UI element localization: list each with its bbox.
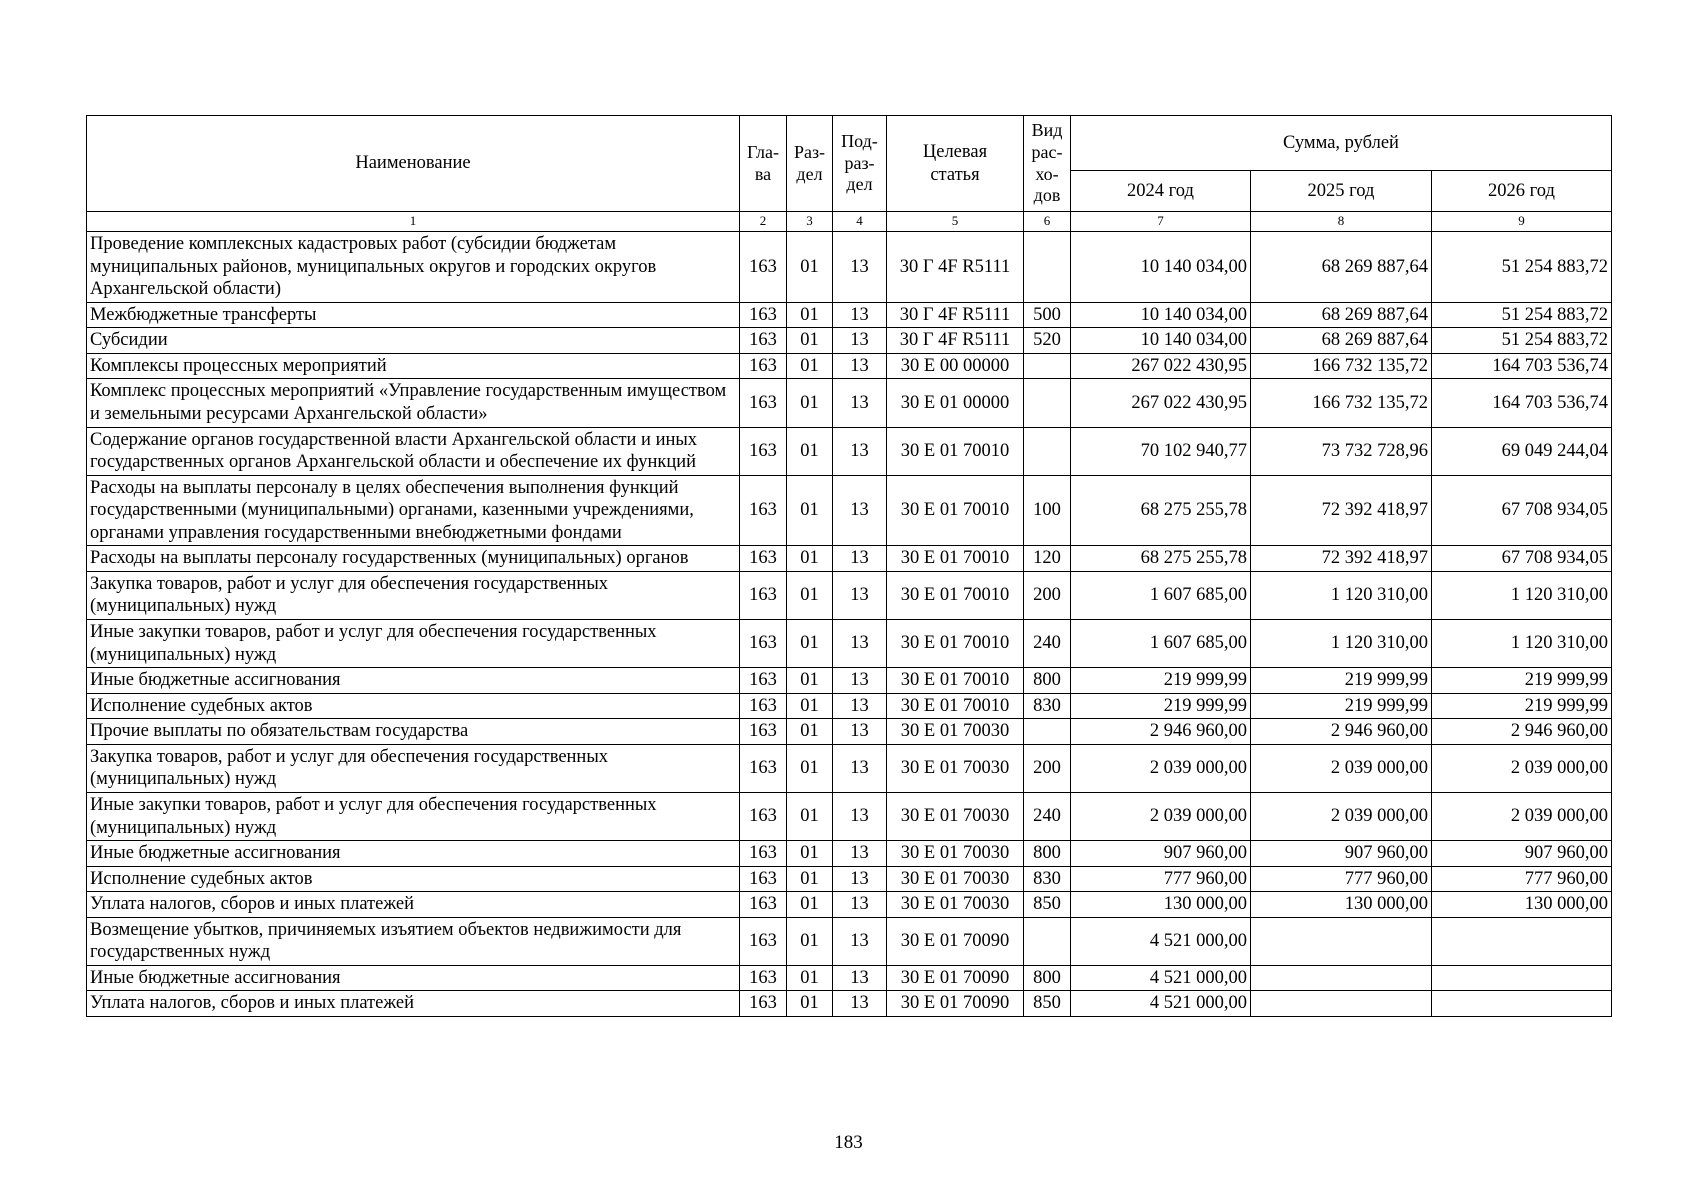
row-sum-2026: 219 999,99 [1432, 668, 1612, 694]
row-sum-2024: 219 999,99 [1071, 693, 1251, 719]
row-razdel: 01 [787, 427, 833, 475]
row-glava: 163 [740, 546, 787, 572]
row-sum-2024: 1 607 685,00 [1071, 571, 1251, 619]
row-glava: 163 [740, 719, 787, 745]
row-vid: 800 [1024, 668, 1071, 694]
row-podrazdel: 13 [833, 991, 887, 1017]
row-glava: 163 [740, 427, 787, 475]
row-razdel: 01 [787, 965, 833, 991]
row-target: 30 Г 4F R5111 [887, 302, 1024, 328]
row-vid: 120 [1024, 546, 1071, 572]
row-sum-2025: 72 392 418,97 [1251, 546, 1432, 572]
row-podrazdel: 13 [833, 302, 887, 328]
row-razdel: 01 [787, 693, 833, 719]
header-podrazdel: Под- раз- дел [833, 116, 887, 212]
row-name: Закупка товаров, работ и услуг для обеспечения государственных (муниципальных) нужд [87, 571, 740, 619]
header-year-2024: 2024 год [1071, 171, 1251, 212]
row-glava: 163 [740, 991, 787, 1017]
row-target: 30 Е 01 70030 [887, 892, 1024, 918]
row-sum-2026: 51 254 883,72 [1432, 232, 1612, 303]
row-podrazdel: 13 [833, 475, 887, 546]
row-razdel: 01 [787, 841, 833, 867]
row-vid: 850 [1024, 991, 1071, 1017]
row-sum-2026: 67 708 934,05 [1432, 546, 1612, 572]
row-target: 30 Е 01 70010 [887, 427, 1024, 475]
row-sum-2026: 1 120 310,00 [1432, 571, 1612, 619]
row-razdel: 01 [787, 917, 833, 965]
row-name: Закупка товаров, работ и услуг для обеспечения государственных (муниципальных) нужд [87, 744, 740, 792]
row-sum-2024: 4 521 000,00 [1071, 991, 1251, 1017]
row-glava: 163 [740, 353, 787, 379]
row-razdel: 01 [787, 620, 833, 668]
row-sum-2025: 68 269 887,64 [1251, 328, 1432, 354]
row-sum-2024: 907 960,00 [1071, 841, 1251, 867]
row-podrazdel: 13 [833, 693, 887, 719]
row-sum-2025: 2 039 000,00 [1251, 792, 1432, 840]
row-glava: 163 [740, 328, 787, 354]
row-sum-2025 [1251, 917, 1432, 965]
table-row [87, 744, 1612, 792]
row-sum-2025: 219 999,99 [1251, 693, 1432, 719]
row-target: 30 Е 01 70090 [887, 991, 1024, 1017]
row-sum-2024: 267 022 430,95 [1071, 353, 1251, 379]
row-sum-2025 [1251, 991, 1432, 1017]
row-target: 30 Е 01 70030 [887, 841, 1024, 867]
row-sum-2026: 164 703 536,74 [1432, 379, 1612, 427]
row-glava: 163 [740, 302, 787, 328]
row-sum-2026: 164 703 536,74 [1432, 353, 1612, 379]
row-vid [1024, 353, 1071, 379]
row-sum-2024: 10 140 034,00 [1071, 302, 1251, 328]
row-sum-2024: 4 521 000,00 [1071, 917, 1251, 965]
table-row [87, 965, 1612, 991]
row-razdel: 01 [787, 991, 833, 1017]
header-glava: Гла- ва [740, 116, 787, 212]
row-sum-2024: 2 039 000,00 [1071, 792, 1251, 840]
column-number: 2 [740, 212, 787, 232]
row-target: 30 Е 01 70010 [887, 571, 1024, 619]
row-sum-2024: 2 946 960,00 [1071, 719, 1251, 745]
row-vid: 200 [1024, 571, 1071, 619]
column-number: 6 [1024, 212, 1071, 232]
row-target: 30 Е 01 70010 [887, 620, 1024, 668]
row-sum-2025: 907 960,00 [1251, 841, 1432, 867]
row-sum-2024: 130 000,00 [1071, 892, 1251, 918]
table-row [87, 571, 1612, 619]
row-sum-2026: 2 039 000,00 [1432, 744, 1612, 792]
row-glava: 163 [740, 841, 787, 867]
row-sum-2024: 219 999,99 [1071, 668, 1251, 694]
row-target: 30 Е 00 00000 [887, 353, 1024, 379]
row-glava: 163 [740, 866, 787, 892]
row-sum-2026: 1 120 310,00 [1432, 620, 1612, 668]
column-number: 1 [87, 212, 740, 232]
row-target: 30 Е 01 70090 [887, 917, 1024, 965]
row-vid: 500 [1024, 302, 1071, 328]
header-vid: Вид рас- хо- дов [1024, 116, 1071, 212]
table-row [87, 866, 1612, 892]
row-vid: 520 [1024, 328, 1071, 354]
row-target: 30 Е 01 70010 [887, 668, 1024, 694]
header-year-2026: 2026 год [1432, 171, 1612, 212]
row-name: Уплата налогов, сборов и иных платежей [87, 991, 740, 1017]
row-razdel: 01 [787, 744, 833, 792]
header-name: Наименование [87, 116, 740, 212]
table-row [87, 668, 1612, 694]
row-name: Комплекс процессных мероприятий «Управление государственным имуществом и земельными ресурсами Архангельской области» [87, 379, 740, 427]
row-podrazdel: 13 [833, 792, 887, 840]
row-target: 30 Е 01 70010 [887, 546, 1024, 572]
row-vid: 240 [1024, 792, 1071, 840]
column-number: 4 [833, 212, 887, 232]
row-sum-2025: 777 960,00 [1251, 866, 1432, 892]
row-target: 30 Г 4F R5111 [887, 232, 1024, 303]
table-row [87, 475, 1612, 546]
row-sum-2025: 1 120 310,00 [1251, 571, 1432, 619]
row-sum-2024: 2 039 000,00 [1071, 744, 1251, 792]
row-name: Проведение комплексных кадастровых работ (субсидии бюджетам муниципальных районов, муниципальных округов и городских округов Архангельской области) [87, 232, 740, 303]
row-razdel: 01 [787, 379, 833, 427]
row-sum-2026: 51 254 883,72 [1432, 328, 1612, 354]
row-name: Уплата налогов, сборов и иных платежей [87, 892, 740, 918]
row-sum-2024: 10 140 034,00 [1071, 328, 1251, 354]
row-sum-2026: 219 999,99 [1432, 693, 1612, 719]
row-sum-2025: 1 120 310,00 [1251, 620, 1432, 668]
table-row [87, 328, 1612, 354]
row-name: Межбюджетные трансферты [87, 302, 740, 328]
row-glava: 163 [740, 693, 787, 719]
row-sum-2025: 2 039 000,00 [1251, 744, 1432, 792]
column-number: 5 [887, 212, 1024, 232]
row-podrazdel: 13 [833, 571, 887, 619]
column-number: 3 [787, 212, 833, 232]
row-vid: 240 [1024, 620, 1071, 668]
row-vid: 830 [1024, 693, 1071, 719]
row-sum-2026 [1432, 965, 1612, 991]
row-vid: 850 [1024, 892, 1071, 918]
row-name: Иные бюджетные ассигнования [87, 668, 740, 694]
row-vid [1024, 379, 1071, 427]
row-razdel: 01 [787, 475, 833, 546]
row-target: 30 Е 01 70030 [887, 792, 1024, 840]
header-razdel: Раз- дел [787, 116, 833, 212]
row-name: Иные бюджетные ассигнования [87, 965, 740, 991]
row-sum-2025 [1251, 965, 1432, 991]
row-glava: 163 [740, 744, 787, 792]
table-row [87, 302, 1612, 328]
row-sum-2024: 10 140 034,00 [1071, 232, 1251, 303]
table-row [87, 719, 1612, 745]
table-row [87, 917, 1612, 965]
row-podrazdel: 13 [833, 379, 887, 427]
row-podrazdel: 13 [833, 917, 887, 965]
row-sum-2025: 73 732 728,96 [1251, 427, 1432, 475]
row-razdel: 01 [787, 232, 833, 303]
row-podrazdel: 13 [833, 546, 887, 572]
row-sum-2025: 166 732 135,72 [1251, 379, 1432, 427]
header-year-2025: 2025 год [1251, 171, 1432, 212]
row-sum-2026: 67 708 934,05 [1432, 475, 1612, 546]
row-glava: 163 [740, 965, 787, 991]
row-sum-2025: 130 000,00 [1251, 892, 1432, 918]
row-glava: 163 [740, 232, 787, 303]
page-number: 183 [834, 1132, 863, 1153]
row-target: 30 Е 01 70010 [887, 693, 1024, 719]
row-sum-2025: 68 269 887,64 [1251, 302, 1432, 328]
row-target: 30 Е 01 70090 [887, 965, 1024, 991]
row-name: Расходы на выплаты персоналу в целях обеспечения выполнения функций государственными (муниципальными) органами, казенными учреждениями, органами управления государственными внебюджетными фондами [87, 475, 740, 546]
row-razdel: 01 [787, 328, 833, 354]
row-name: Расходы на выплаты персоналу государственных (муниципальных) органов [87, 546, 740, 572]
row-sum-2025: 68 269 887,64 [1251, 232, 1432, 303]
row-sum-2026 [1432, 917, 1612, 965]
row-razdel: 01 [787, 866, 833, 892]
row-glava: 163 [740, 892, 787, 918]
row-podrazdel: 13 [833, 841, 887, 867]
row-sum-2026 [1432, 991, 1612, 1017]
row-podrazdel: 13 [833, 620, 887, 668]
row-glava: 163 [740, 792, 787, 840]
table-row [87, 841, 1612, 867]
row-vid [1024, 427, 1071, 475]
row-sum-2024: 1 607 685,00 [1071, 620, 1251, 668]
row-name: Прочие выплаты по обязательствам государства [87, 719, 740, 745]
row-podrazdel: 13 [833, 892, 887, 918]
row-razdel: 01 [787, 792, 833, 840]
row-name: Иные закупки товаров, работ и услуг для обеспечения государственных (муниципальных) нужд [87, 792, 740, 840]
row-razdel: 01 [787, 302, 833, 328]
row-sum-2024: 4 521 000,00 [1071, 965, 1251, 991]
table-row [87, 379, 1612, 427]
row-sum-2026: 51 254 883,72 [1432, 302, 1612, 328]
table-row [87, 353, 1612, 379]
table-row [87, 792, 1612, 840]
row-glava: 163 [740, 917, 787, 965]
row-vid: 800 [1024, 965, 1071, 991]
row-sum-2026: 907 960,00 [1432, 841, 1612, 867]
row-name: Субсидии [87, 328, 740, 354]
row-sum-2026: 69 049 244,04 [1432, 427, 1612, 475]
table-row [87, 546, 1612, 572]
row-podrazdel: 13 [833, 719, 887, 745]
row-glava: 163 [740, 668, 787, 694]
row-sum-2026: 130 000,00 [1432, 892, 1612, 918]
row-name: Иные закупки товаров, работ и услуг для обеспечения государственных (муниципальных) нужд [87, 620, 740, 668]
budget-table [86, 115, 1612, 1017]
row-sum-2024: 777 960,00 [1071, 866, 1251, 892]
row-name: Комплексы процессных мероприятий [87, 353, 740, 379]
row-vid [1024, 917, 1071, 965]
row-podrazdel: 13 [833, 866, 887, 892]
row-podrazdel: 13 [833, 965, 887, 991]
row-glava: 163 [740, 379, 787, 427]
table-row [87, 693, 1612, 719]
table-row [87, 232, 1612, 303]
table-row [87, 427, 1612, 475]
row-name: Возмещение убытков, причиняемых изъятием объектов недвижимости для государственных нужд [87, 917, 740, 965]
row-vid: 200 [1024, 744, 1071, 792]
row-sum-2025: 72 392 418,97 [1251, 475, 1432, 546]
row-vid [1024, 232, 1071, 303]
column-number: 7 [1071, 212, 1251, 232]
row-sum-2026: 777 960,00 [1432, 866, 1612, 892]
row-target: 30 Е 01 70030 [887, 719, 1024, 745]
row-glava: 163 [740, 475, 787, 546]
row-target: 30 Е 01 70010 [887, 475, 1024, 546]
row-sum-2024: 70 102 940,77 [1071, 427, 1251, 475]
row-name: Исполнение судебных актов [87, 866, 740, 892]
row-sum-2025: 219 999,99 [1251, 668, 1432, 694]
row-name: Иные бюджетные ассигнования [87, 841, 740, 867]
row-podrazdel: 13 [833, 427, 887, 475]
row-razdel: 01 [787, 546, 833, 572]
row-target: 30 Е 01 70030 [887, 744, 1024, 792]
row-sum-2025: 2 946 960,00 [1251, 719, 1432, 745]
row-name: Содержание органов государственной власти Архангельской области и иных государственных органов Архангельской области и обеспечение их функций [87, 427, 740, 475]
table-row [87, 620, 1612, 668]
column-number: 8 [1251, 212, 1432, 232]
row-sum-2024: 68 275 255,78 [1071, 475, 1251, 546]
row-vid: 830 [1024, 866, 1071, 892]
row-target: 30 Г 4F R5111 [887, 328, 1024, 354]
header-sum: Сумма, рублей [1071, 116, 1612, 171]
row-razdel: 01 [787, 892, 833, 918]
row-razdel: 01 [787, 571, 833, 619]
row-sum-2026: 2 039 000,00 [1432, 792, 1612, 840]
row-razdel: 01 [787, 353, 833, 379]
column-number: 9 [1432, 212, 1612, 232]
row-target: 30 Е 01 70030 [887, 866, 1024, 892]
row-podrazdel: 13 [833, 353, 887, 379]
row-podrazdel: 13 [833, 744, 887, 792]
row-razdel: 01 [787, 668, 833, 694]
table-row [87, 991, 1612, 1017]
row-sum-2026: 2 946 960,00 [1432, 719, 1612, 745]
row-target: 30 Е 01 00000 [887, 379, 1024, 427]
row-name: Исполнение судебных актов [87, 693, 740, 719]
row-podrazdel: 13 [833, 328, 887, 354]
row-glava: 163 [740, 571, 787, 619]
row-vid: 800 [1024, 841, 1071, 867]
row-glava: 163 [740, 620, 787, 668]
row-vid: 100 [1024, 475, 1071, 546]
row-sum-2025: 166 732 135,72 [1251, 353, 1432, 379]
row-sum-2024: 68 275 255,78 [1071, 546, 1251, 572]
row-razdel: 01 [787, 719, 833, 745]
row-vid [1024, 719, 1071, 745]
row-podrazdel: 13 [833, 668, 887, 694]
row-podrazdel: 13 [833, 232, 887, 303]
row-sum-2024: 267 022 430,95 [1071, 379, 1251, 427]
header-target: Целевая статья [887, 116, 1024, 212]
table-row [87, 892, 1612, 918]
